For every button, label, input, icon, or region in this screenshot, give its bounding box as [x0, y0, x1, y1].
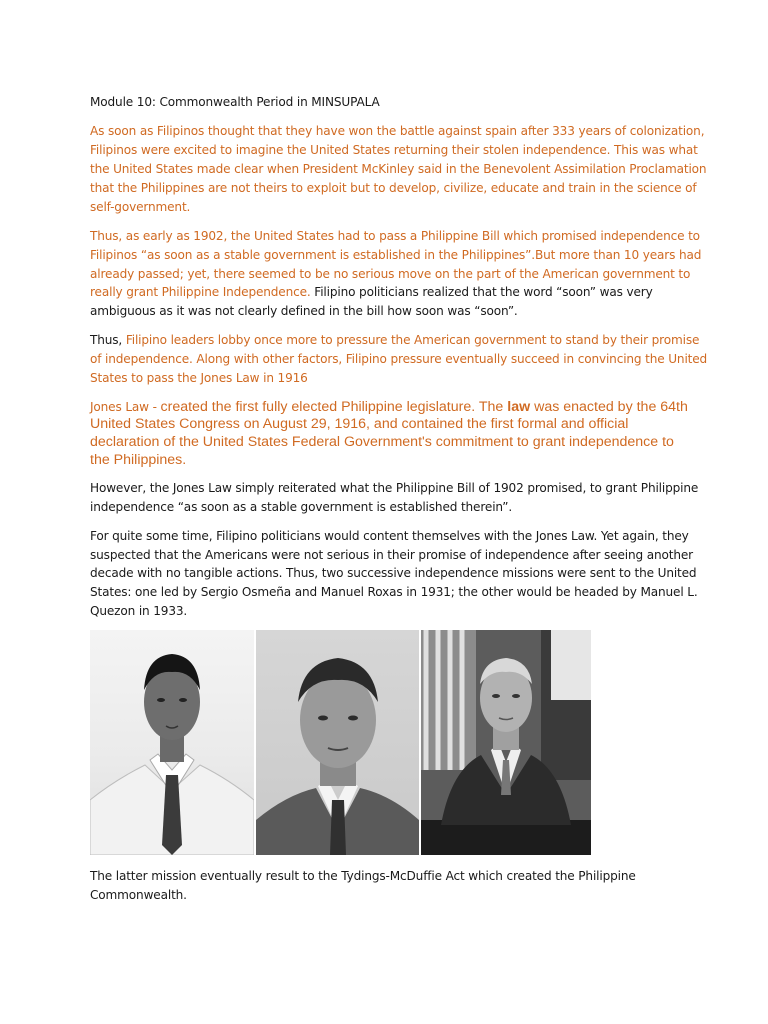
- paragraph-7-line: The latter mission eventually result to the Tydings-McDuffie Act which created the Philippine: [90, 869, 636, 883]
- paragraph-5-line: However, the Jones Law simply reiterated what the Philippine Bill of 1902 promised, to grant Philippine: [90, 481, 699, 495]
- paragraph-6-line: Quezon in 1933.: [90, 604, 188, 618]
- paragraph-1-line: that the Philippines are not theirs to exploit but to develop, civilize, educate and train in the science of: [90, 181, 697, 195]
- paragraph-2-line: Thus, as early as 1902, the United States had to pass a Philippine Bill which promised independence to: [90, 229, 700, 243]
- paragraph-6-line: decade with no tangible actions. Thus, two successive independence missions were sent to the United: [90, 566, 697, 580]
- paragraph-1-line: As soon as Filipinos thought that they have won the battle against spain after 333 years of colonization,: [90, 124, 705, 138]
- paragraph-2-line: ambiguous as it was not clearly defined in the bill how soon was “soon”.: [90, 304, 518, 318]
- law-bold-text: law: [507, 399, 531, 415]
- jones-law-text: created the first fully elected Philippine legislature. The: [160, 399, 508, 415]
- paragraph-3-line: [90, 333, 699, 347]
- portrait-photo-3: [421, 630, 591, 855]
- paragraph-6-line: suspected that the Americans were not serious in their promise of independence after seeing another: [90, 548, 693, 562]
- paragraph-5-line: independence “as soon as a stable government is established therein”.: [90, 500, 513, 514]
- paragraph-2-line: already passed; yet, there seemed to be no serious move on the part of the American government to: [90, 267, 691, 281]
- paragraph-6-line: For quite some time, Filipino politicians would content themselves with the Jones Law. Yet again, they: [90, 529, 689, 543]
- jones-law-label: Jones Law -: [90, 400, 161, 414]
- paragraph-6-line: States: one led by Sergio Osmeña and Manuel Roxas in 1931; the other would be headed by Manuel L.: [90, 585, 698, 599]
- jones-law-text: was enacted by the 64th: [530, 399, 688, 415]
- page-title: Module 10: Commonwealth Period in MINSUPALA: [90, 95, 380, 109]
- jones-law-line: declaration of the United States Federal Government's commitment to grant independence to: [90, 434, 674, 450]
- portrait-photo-1: [90, 630, 254, 855]
- paragraph-3-line: of independence. Along with other factors, Filipino pressure eventually succeed in convincing the United: [90, 352, 708, 366]
- portrait-photo-2: [256, 630, 419, 855]
- paragraph-1-line: Filipinos were excited to imagine the United States returning their stolen independence. This was what: [90, 143, 698, 157]
- paragraph-1-line: the United States made clear when President McKinley said in the Benevolent Assimilation Proclamation: [90, 162, 707, 176]
- paragraph-3-line: States to pass the Jones Law in 1916: [90, 371, 308, 385]
- paragraph-7-line: Commonwealth.: [90, 888, 187, 902]
- jones-law-line: the Philippines.: [90, 452, 187, 468]
- highlighted-text: really grant Philippine Independence.: [90, 285, 311, 299]
- jones-law-line: United States Congress on August 29, 1916, and contained the first formal and official: [90, 416, 629, 432]
- highlighted-text: Filipino leaders lobby once more to pressure the American government to stand by their promise: [125, 333, 700, 347]
- portrait-photo-2-drawing: [256, 630, 419, 855]
- paragraph-1-line: self-government.: [90, 200, 191, 214]
- paragraph-2-line: [90, 285, 653, 299]
- portrait-photo-3-drawing: [421, 630, 591, 855]
- plain-text: Thus,: [90, 333, 126, 347]
- jones-law-line: [90, 399, 688, 415]
- paragraph-2-line: Filipinos “as soon as a stable government is established in the Philippines”.But more than 10 years had: [90, 248, 702, 262]
- portrait-photo-1-drawing: [90, 630, 254, 855]
- plain-text: Filipino politicians realized that the word “soon” was very: [310, 285, 653, 299]
